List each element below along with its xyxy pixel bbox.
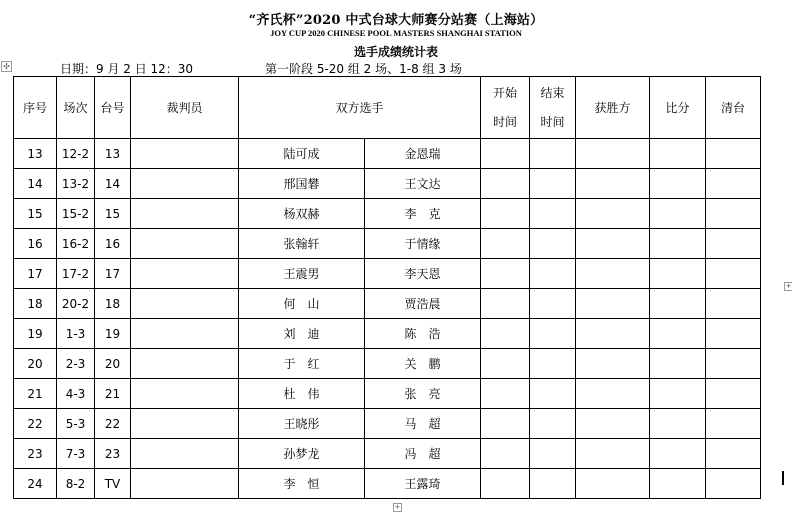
cell-clear[interactable] [706,409,761,439]
table-row [14,379,761,409]
cell-player-2[interactable]: 关 鹏 [365,349,481,379]
cell-score[interactable] [650,349,706,379]
cell-start-time[interactable] [481,349,530,379]
date-info: 日期：9 月 2 日 12：30 [60,62,194,76]
header-end-time [530,77,576,139]
cell-end-time[interactable] [530,289,576,319]
cell-seq[interactable]: 22 [14,409,57,439]
cell-winner[interactable] [576,439,650,469]
cell-player-2[interactable]: 王文达 [365,169,481,199]
cell-seq[interactable]: 17 [14,259,57,289]
cell-match[interactable]: 20-2 [57,289,95,319]
header-table-no: 台号 [95,77,131,139]
cell-start-time[interactable] [481,199,530,229]
table-row [14,199,761,229]
cell-winner[interactable] [576,469,650,499]
cell-match[interactable]: 1-3 [57,319,95,349]
table-row [14,259,761,289]
cell-seq[interactable]: 24 [14,469,57,499]
cell-score[interactable] [650,169,706,199]
cell-clear[interactable] [706,439,761,469]
cell-referee[interactable] [131,289,239,319]
header-seq: 序号 [14,77,57,139]
cell-player-2[interactable]: 张 亮 [365,379,481,409]
cell-referee[interactable] [131,319,239,349]
cell-player-2[interactable]: 王露琦 [365,469,481,499]
cell-seq[interactable]: 13 [14,139,57,169]
document-subtitle: 选手成绩统计表 [353,45,438,59]
cell-score[interactable] [650,379,706,409]
stage-info: 第一阶段 5-20 组 2 场、1-8 组 3 场 [265,62,462,76]
cell-player-2[interactable]: 陈 浩 [365,319,481,349]
cell-winner[interactable] [576,409,650,439]
header-end-line1: 结束 [540,85,565,100]
cell-start-time[interactable] [481,409,530,439]
cell-match[interactable]: 2-3 [57,349,95,379]
cell-winner[interactable] [576,259,650,289]
cell-start-time[interactable] [481,139,530,169]
cell-referee[interactable] [131,229,239,259]
cell-clear[interactable] [706,259,761,289]
cell-end-time[interactable] [530,349,576,379]
cell-clear[interactable] [706,289,761,319]
cell-referee[interactable] [131,439,239,469]
table-row [14,229,761,259]
cell-score[interactable] [650,469,706,499]
cell-player-1[interactable]: 于 红 [239,349,365,379]
cell-referee[interactable] [131,259,239,289]
header-start-line2: 时间 [492,114,517,129]
table-row [14,289,761,319]
header-start-time [481,77,530,139]
cell-player-1[interactable]: 杨双赫 [239,199,365,229]
cell-seq[interactable]: 23 [14,439,57,469]
header-start-line1: 开始 [492,85,517,100]
table-row [14,139,761,169]
cell-start-time[interactable] [481,169,530,199]
cell-clear[interactable] [706,199,761,229]
cell-score[interactable] [650,439,706,469]
cell-clear[interactable] [706,139,761,169]
cell-table-no[interactable]: 18 [95,289,131,319]
table-resize-right-icon[interactable]: + [785,282,792,290]
cell-table-no[interactable]: TV [95,469,131,499]
cell-player-1[interactable]: 刘 迪 [239,319,365,349]
cell-referee[interactable] [131,169,239,199]
cell-player-1[interactable]: 李 恒 [239,469,365,499]
results-table [13,76,761,499]
cell-score[interactable] [650,199,706,229]
cell-table-no[interactable]: 16 [95,229,131,259]
cell-seq[interactable]: 16 [14,229,57,259]
cell-referee[interactable] [131,139,239,169]
cell-match[interactable]: 5-3 [57,409,95,439]
cell-player-1[interactable]: 邢国礬 [239,169,365,199]
cell-score[interactable] [650,289,706,319]
cell-end-time[interactable] [530,469,576,499]
header-players: 双方选手 [239,77,481,139]
cell-table-no[interactable]: 15 [95,199,131,229]
table-body [14,139,761,499]
cell-seq[interactable]: 18 [14,289,57,319]
cell-seq[interactable]: 21 [14,379,57,409]
header-end-line2: 时间 [540,114,565,129]
cell-match[interactable]: 17-2 [57,259,95,289]
header-referee: 裁判员 [131,77,239,139]
cell-clear[interactable] [706,229,761,259]
header-match: 场次 [57,77,95,139]
cell-winner[interactable] [576,169,650,199]
cell-end-time[interactable] [530,169,576,199]
cell-start-time[interactable] [481,319,530,349]
table-header-row [14,77,761,139]
cell-end-time[interactable] [530,409,576,439]
cell-score[interactable] [650,259,706,289]
cell-referee[interactable] [131,469,239,499]
header-winner: 获胜方 [576,77,650,139]
cell-end-time[interactable] [530,259,576,289]
cell-clear[interactable] [706,319,761,349]
table-row [14,439,761,469]
cell-player-1[interactable]: 张翰轩 [239,229,365,259]
cell-player-2[interactable]: 李天恩 [365,259,481,289]
cell-start-time[interactable] [481,379,530,409]
cell-match[interactable]: 12-2 [57,139,95,169]
cell-winner[interactable] [576,379,650,409]
cell-table-no[interactable]: 21 [95,379,131,409]
table-row [14,469,761,499]
cell-score[interactable] [650,229,706,259]
cell-player-1[interactable]: 杜 伟 [239,379,365,409]
cell-referee[interactable] [131,349,239,379]
document-title: “齐氏杯”2020 中式台球大师赛分站赛（上海站） [248,13,544,28]
cell-player-1[interactable]: 孙梦龙 [239,439,365,469]
cell-table-no[interactable]: 22 [95,409,131,439]
cell-table-no[interactable]: 23 [95,439,131,469]
cell-table-no[interactable]: 17 [95,259,131,289]
cell-referee[interactable] [131,199,239,229]
table-move-handle-icon[interactable]: ✣ [1,61,12,72]
cell-clear[interactable] [706,379,761,409]
cell-player-1[interactable]: 陆可成 [239,139,365,169]
table-row [14,349,761,379]
header-score: 比分 [650,77,706,139]
cell-winner[interactable] [576,319,650,349]
cell-clear[interactable] [706,349,761,379]
cell-player-2[interactable]: 于情缘 [365,229,481,259]
cell-winner[interactable] [576,349,650,379]
cursor-mark [782,471,784,485]
cell-player-1[interactable]: 王晓彤 [239,409,365,439]
cell-start-time[interactable] [481,259,530,289]
cell-winner[interactable] [576,199,650,229]
cell-start-time[interactable] [481,289,530,319]
cell-player-2[interactable]: 李 克 [365,199,481,229]
cell-seq[interactable]: 15 [14,199,57,229]
cell-match[interactable]: 4-3 [57,379,95,409]
cell-end-time[interactable] [530,139,576,169]
cell-score[interactable] [650,319,706,349]
cell-player-2[interactable]: 金恩瑞 [365,139,481,169]
cell-start-time[interactable] [481,229,530,259]
table-row [14,319,761,349]
cell-player-2[interactable]: 冯 超 [365,439,481,469]
cell-score[interactable] [650,409,706,439]
cell-winner[interactable] [576,289,650,319]
cell-end-time[interactable] [530,199,576,229]
cell-clear[interactable] [706,469,761,499]
cell-end-time[interactable] [530,319,576,349]
cell-match[interactable]: 7-3 [57,439,95,469]
cell-referee[interactable] [131,409,239,439]
cell-player-1[interactable]: 王震男 [239,259,365,289]
cell-seq[interactable]: 20 [14,349,57,379]
cell-table-no[interactable]: 20 [95,349,131,379]
cell-winner[interactable] [576,139,650,169]
table-row [14,169,761,199]
cell-table-no[interactable]: 13 [95,139,131,169]
cell-score[interactable] [650,139,706,169]
cell-start-time[interactable] [481,439,530,469]
cell-start-time[interactable] [481,469,530,499]
cell-player-2[interactable]: 马 超 [365,409,481,439]
table-resize-bottom-icon[interactable]: + [394,503,401,511]
cell-match[interactable]: 13-2 [57,169,95,199]
cell-referee[interactable] [131,379,239,409]
cell-clear[interactable] [706,169,761,199]
cell-match[interactable]: 8-2 [57,469,95,499]
cell-table-no[interactable]: 19 [95,319,131,349]
cell-winner[interactable] [576,229,650,259]
cell-end-time[interactable] [530,229,576,259]
table-row [14,409,761,439]
cell-match[interactable]: 15-2 [57,199,95,229]
cell-seq[interactable]: 19 [14,319,57,349]
cell-end-time[interactable] [530,439,576,469]
cell-match[interactable]: 16-2 [57,229,95,259]
header-clear: 清台 [706,77,761,139]
cell-player-1[interactable]: 何 山 [239,289,365,319]
cell-seq[interactable]: 14 [14,169,57,199]
cell-player-2[interactable]: 贾浩晨 [365,289,481,319]
document-title-english: JOY CUP 2020 CHINESE POOL MASTERS SHANGHAI STATION [270,28,522,38]
cell-end-time[interactable] [530,379,576,409]
cell-table-no[interactable]: 14 [95,169,131,199]
